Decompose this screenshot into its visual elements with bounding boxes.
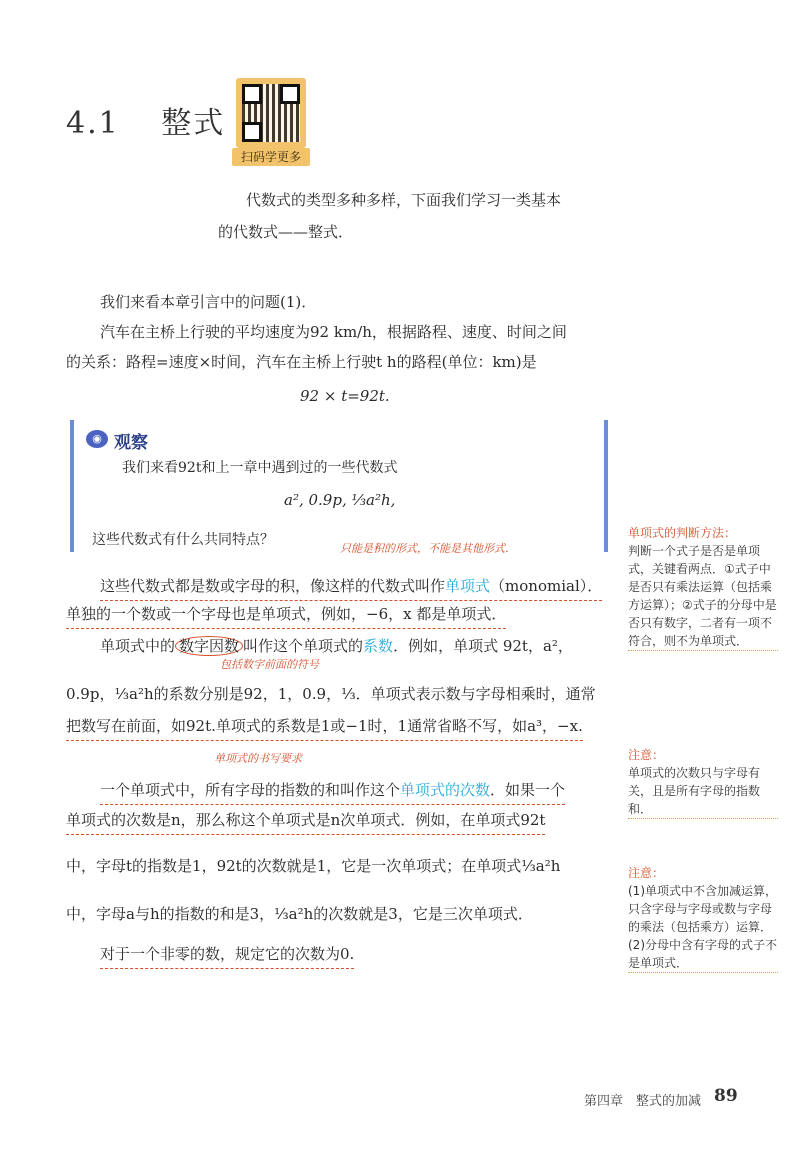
body-line-8: 中，字母t的指数是1，92t的次数就是1，它是一次单项式；在单项式⅓a²h xyxy=(66,857,561,875)
lead-line-1: 我们来看本章引言中的问题(1)． xyxy=(100,293,317,311)
footer-chapter: 第四章 整式的加减 xyxy=(584,1094,702,1109)
sidebar-note-2 xyxy=(628,746,778,819)
body-line-1 xyxy=(100,572,602,601)
intro-line-2: 的代数式——整式． xyxy=(218,223,354,241)
observe-formula: a², 0.9p, ⅓a²h, xyxy=(284,491,396,509)
sidebar-note-body: (1)单项式中不含加减运算，只含字母与字母或数与字母的乘法（包括乘方）运算．(2)分母中含有字母的式子不是单项式． xyxy=(628,884,777,970)
body-text: ．例如，单项式 92t，a²， xyxy=(393,637,573,655)
lead-formula: 92 × t=92t. xyxy=(300,387,390,405)
body-line-6 xyxy=(100,776,565,805)
section-number: 4.1 xyxy=(66,106,120,141)
body-line-7: 单项式的次数是n，那么称这个单项式是n次单项式．例如，在单项式92t xyxy=(66,806,545,835)
hand-note-2: 包括数字前面的符号 xyxy=(220,658,319,671)
sidebar-note-head: 注意： xyxy=(628,866,665,880)
circled-term: 数字因数 xyxy=(175,636,243,656)
body-text: 一个单项式中，所有字母的指数的和叫作这个 xyxy=(100,781,401,799)
body-text: （monomial）． xyxy=(490,577,603,595)
observe-line-2: 这些代数式有什么共同特点？ xyxy=(92,532,274,548)
qr-label[interactable]: 扫码学更多 xyxy=(232,148,310,166)
body-text: 单项式中的 xyxy=(100,637,176,655)
body-text: ．如果一个 xyxy=(490,781,566,799)
body-line-4: 0.9p，⅓a²h的系数分别是92，1，0.9，⅓．单项式表示数与字母相乘时，通常 xyxy=(66,685,596,703)
body-line-3 xyxy=(100,632,573,660)
sidebar-note-body: 判断一个式子是否是单项式，关键看两点．①式子中是否只有乘法运算（包括乘方运算）；②式子的分母中是否只有数字，二者有一项不符合，则不为单项式． xyxy=(628,544,777,648)
sidebar-note-1 xyxy=(628,524,778,651)
body-line-9: 中，字母a与h的指数的和是3，⅓a²h的次数就是3，它是三次单项式． xyxy=(66,905,533,923)
body-line-10: 对于一个非零的数，规定它的次数为0. xyxy=(100,940,354,969)
sidebar-note-head: 单项式的判断方法： xyxy=(628,526,737,540)
lead-line-2: 汽车在主桥上行驶的平均速度为92 km/h，根据路程、速度、时间之间 xyxy=(100,323,567,341)
keyword-monomial: 单项式 xyxy=(445,577,491,595)
hand-note-1: 只能是积的形式，不能是其他形式． xyxy=(340,542,516,555)
intro-line-1: 代数式的类型多种多样，下面我们学习一类基本 xyxy=(246,191,562,209)
page-number: 89 xyxy=(714,1086,738,1106)
body-line-2: 单独的一个数或一个字母也是单项式，例如，−6，x 都是单项式． xyxy=(66,600,506,629)
hand-note-3: 单项式的书写要求 xyxy=(214,752,302,765)
observe-line-1: 我们来看92t和上一章中遇到过的一些代数式 xyxy=(122,460,398,476)
sidebar-note-head: 注意： xyxy=(628,748,665,762)
section-name: 整式 xyxy=(161,106,226,141)
section-title xyxy=(66,98,225,142)
sidebar-note-3 xyxy=(628,864,778,973)
eye-icon: ◉ xyxy=(86,430,108,448)
lead-line-3: 的关系：路程=速度×时间，汽车在主桥上行驶t h的路程(单位：km)是 xyxy=(66,353,537,371)
keyword-degree: 单项式的次数 xyxy=(400,781,491,799)
sidebar-note-body: 单项式的次数只与字母有关，且是所有字母的指数和． xyxy=(628,766,761,816)
qr-code-icon[interactable] xyxy=(236,78,306,148)
body-text: 叫作这个单项式的 xyxy=(243,637,364,655)
body-line-5: 把数写在前面，如92t.单项式的系数是1或−1时，1通常省略不写，如a³，−x. xyxy=(66,712,583,741)
body-text: 这些代数式都是数或字母的积，像这样的代数式叫作 xyxy=(100,577,446,595)
keyword-coefficient: 系数 xyxy=(363,637,394,655)
observe-title: 观察 xyxy=(114,433,148,453)
